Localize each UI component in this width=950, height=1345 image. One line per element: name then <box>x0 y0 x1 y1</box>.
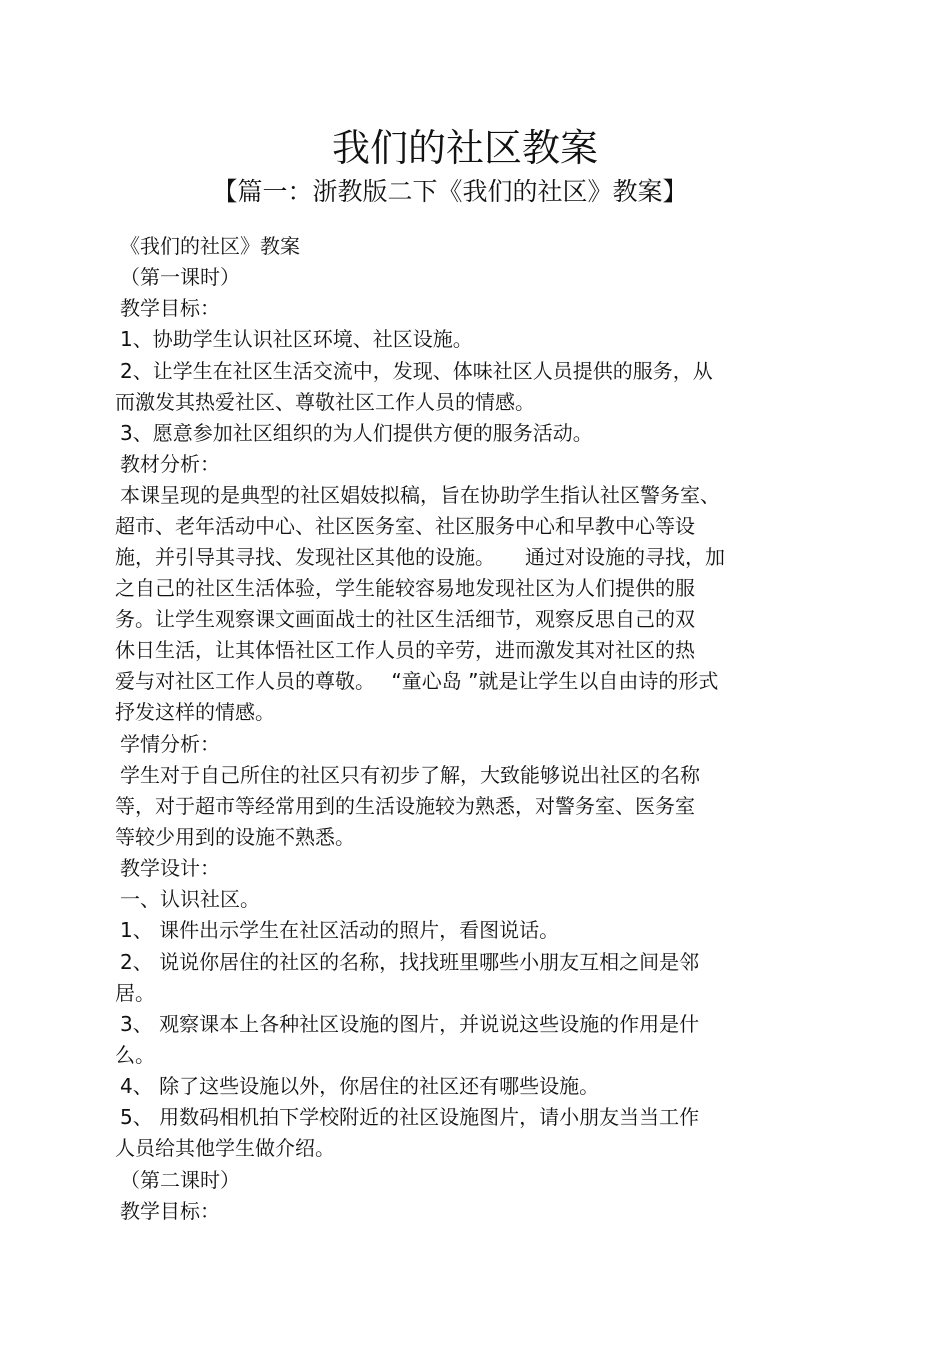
design-item-4: 4、 除了这些设施以外，你居住的社区还有哪些设施。 <box>120 1074 600 1098</box>
goal-item-2: 2、让学生在社区生活交流中，发现、体味社区人员提供的服务，从 <box>120 359 713 383</box>
material-paragraph-line: 施，并引导其寻找、发现社区其他的设施。 通过对设施的寻找，加 <box>115 545 725 569</box>
design-item-3: 3、 观察课本上各种社区设施的图片，并说说这些设施的作用是什 <box>120 1012 700 1036</box>
document-title: 我们的社区教案 <box>331 126 598 170</box>
section-heading-goals: 教学目标： <box>120 296 220 320</box>
design-step-heading: 一、认识社区。 <box>120 887 260 911</box>
design-item-3-cont: 么。 <box>115 1043 155 1067</box>
material-paragraph-line: 爱与对社区工作人员的尊敬。 “童心岛 ”就是让学生以自由诗的形式 <box>115 669 719 693</box>
material-paragraph-line: 本课呈现的是典型的社区娼妓拟稿，旨在协助学生指认社区警务室、 <box>120 483 720 507</box>
students-paragraph-line: 等较少用到的设施不熟悉。 <box>115 825 355 849</box>
design-item-5: 5、 用数码相机拍下学校附近的社区设施图片，请小朋友当当工作 <box>120 1105 700 1129</box>
section-heading-design: 教学设计： <box>120 856 220 880</box>
section-heading-goals-2: 教学目标： <box>120 1199 220 1223</box>
material-paragraph-line: 务。让学生观察课文画面战士的社区生活细节，观察反思自己的双 <box>115 607 695 631</box>
design-item-5-cont: 人员给其他学生做介绍。 <box>115 1136 335 1160</box>
material-paragraph-line: 超市、老年活动中心、社区医务室、社区服务中心和早教中心等设 <box>115 514 695 538</box>
goal-item-3: 3、愿意参加社区组织的为人们提供方便的服务活动。 <box>120 421 593 445</box>
goal-item-1: 1、协助学生认识社区环境、社区设施。 <box>120 327 473 351</box>
lesson-period-1: （第一课时） <box>120 265 240 289</box>
design-item-2-cont: 居。 <box>115 981 155 1005</box>
students-paragraph-line: 等，对于超市等经常用到的生活设施较为熟悉，对警务室、医务室 <box>115 794 695 818</box>
goal-item-2-cont: 而激发其热爱社区、尊敬社区工作人员的情感。 <box>115 390 535 414</box>
students-paragraph-line: 学生对于自己所住的社区只有初步了解，大致能够说出社区的名称 <box>120 763 700 787</box>
document-subtitle: 【篇一：浙教版二下《我们的社区》教案】 <box>212 177 688 206</box>
material-paragraph-line: 休日生活，让其体悟社区工作人员的辛劳，进而激发其对社区的热 <box>115 638 695 662</box>
section-heading-students: 学情分析： <box>120 732 220 756</box>
lesson-period-2: （第二课时） <box>120 1168 240 1192</box>
section-heading-material: 教材分析： <box>120 452 220 476</box>
material-paragraph-line: 之自己的社区生活体验，学生能较容易地发现社区为人们提供的服 <box>115 576 695 600</box>
design-item-1: 1、 课件出示学生在社区活动的照片，看图说话。 <box>120 918 560 942</box>
material-paragraph-line: 抒发这样的情感。 <box>115 700 275 724</box>
lesson-title: 《我们的社区》教案 <box>120 234 300 258</box>
design-item-2: 2、 说说你居住的社区的名称，找找班里哪些小朋友互相之间是邻 <box>120 950 700 974</box>
